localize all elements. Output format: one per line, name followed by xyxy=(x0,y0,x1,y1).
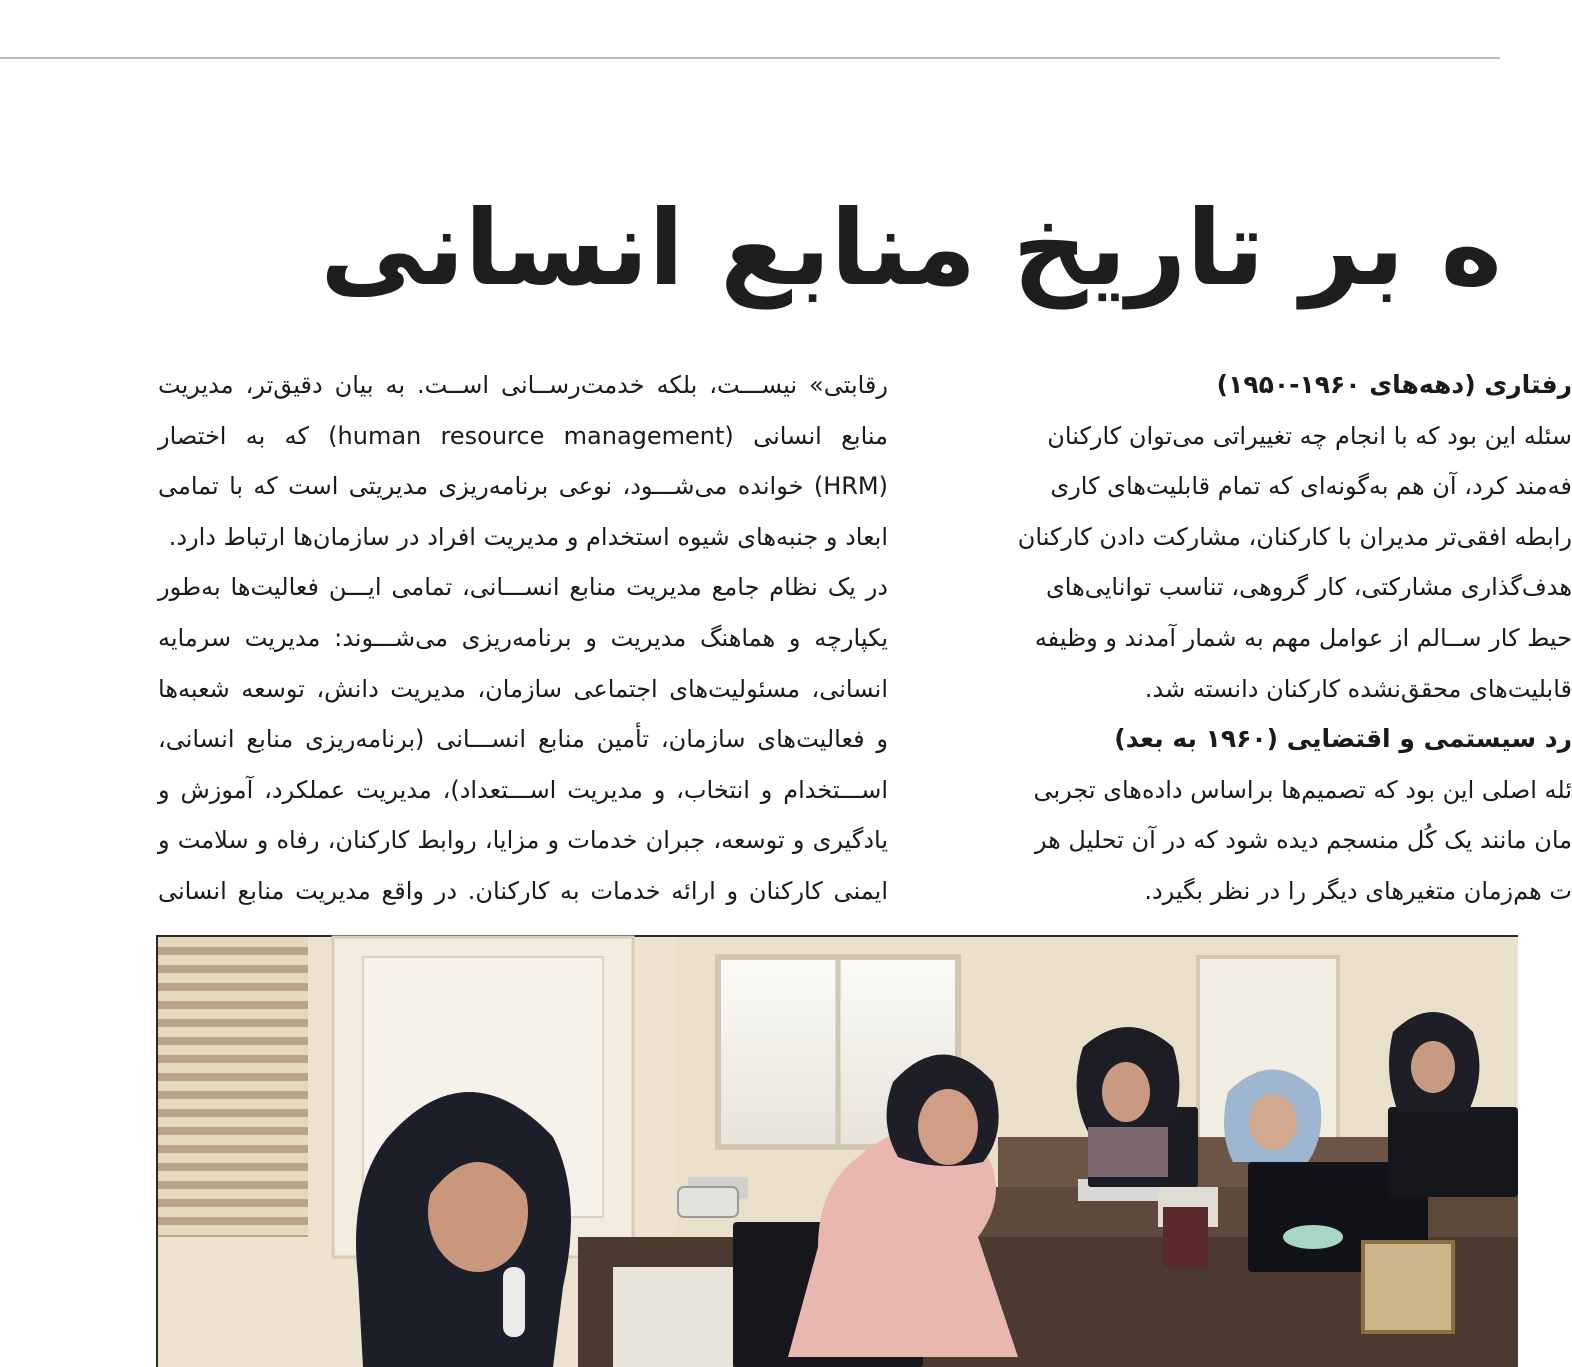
paragraph-line: ایمنی کارکنان و ارائه خدمات به کارکنان. در واقع مدیریت منابع انسانی xyxy=(158,876,888,905)
section-heading-behavioral: رفتاری (دهه‌های ۱۹۶۰-۱۹۵۰) xyxy=(1216,370,1572,399)
employee-back-right xyxy=(1389,1012,1479,1112)
window-blinds xyxy=(158,937,308,1237)
paragraph-line: هدف‌گذاری مشارکتی، کار گروهی، تناسب توانایی‌های xyxy=(1045,573,1572,602)
top-rule xyxy=(0,57,1500,59)
paragraph-line: انسانی، مسئولیت‌های اجتماعی سازمان، مدیریت دانش، توسعه شعبه‌ها xyxy=(158,674,888,703)
paragraph-line: یادگیری و توسعه، جبران خدمات و مزایا، روابط کارکنان، رفاه و سلامت و xyxy=(158,826,888,855)
paragraph-line: منابع انسانی (human resource management) که به اختصار xyxy=(158,421,888,450)
paragraph-line: حیط کار ســالم از عوامل مهم به شمار آمدند و وظیفه xyxy=(1034,623,1572,652)
paragraph-line: قابلیت‌های محقق‌نشده کارکنان دانسته شد. xyxy=(1144,674,1572,703)
paragraph-line: و فعالیت‌های سازمان، تأمین منابع انســـانی (برنامه‌ریزی منابع انسانی، xyxy=(158,725,888,754)
office-photo xyxy=(156,935,1518,1367)
paragraph-line: ئله اصلی این بود که تصمیم‌ها براساس داده‌های تجربی xyxy=(1033,775,1572,804)
section-heading-systemic: رد سیستمی و اقتضایی (۱۹۶۰ به بعد) xyxy=(1114,724,1572,754)
employee-blue xyxy=(1224,1070,1321,1163)
paragraph-line: مان مانند یک کُل منسجم دیده شود که در آن تحلیل هر xyxy=(1034,826,1572,855)
paragraph-line: اســـتخدام و انتخاب، و مدیریت اســـتعداد)، مدیریت عملکرد، آموزش و xyxy=(158,775,888,804)
article-column-left xyxy=(158,360,888,917)
paragraph-line: یکپارچه و هماهنگ مدیریت و برنامه‌ریزی می‌شـــوند: مدیریت سرمایه xyxy=(158,623,888,652)
paragraph-line: ت هم‌زمان متغیرهای دیگر را در نظر بگیرد. xyxy=(1144,876,1572,905)
paragraph-line: رقابتی» نیســـت، بلکه خدمت‌رســانی اســت. به بیان دقیق‌تر، مدیریت xyxy=(158,371,888,399)
article-column-right xyxy=(952,360,1572,917)
paragraph-line: رابطه افقی‌تر مدیران با کارکنان، مشارکت دادن کارکنان xyxy=(1017,522,1572,551)
paragraph-line: (HRM) خوانده می‌شـــود، نوعی برنامه‌ریزی مدیریتی است که با تمامی xyxy=(158,472,888,501)
paragraph-line: سئله این بود که با انجام چه تغییراتی می‌توان کارکنان xyxy=(1047,421,1572,450)
paragraph-line: فه‌مند کرد، آن هم به‌گونه‌ای که تمام قابلیت‌های کاری xyxy=(1050,472,1572,501)
page-title: ه بر تاریخ منابع انسانی xyxy=(320,187,1502,309)
paragraph-line: در یک نظام جامع مدیریت منابع انســـانی، تمامی ایـــن فعالیت‌ها به‌طور xyxy=(158,573,888,602)
paragraph-line: ابعاد و جنبه‌های شیوه استخدام و مدیریت افراد در سازمان‌ها ارتباط دارد. xyxy=(168,522,888,551)
employee-middle xyxy=(1077,1027,1180,1177)
